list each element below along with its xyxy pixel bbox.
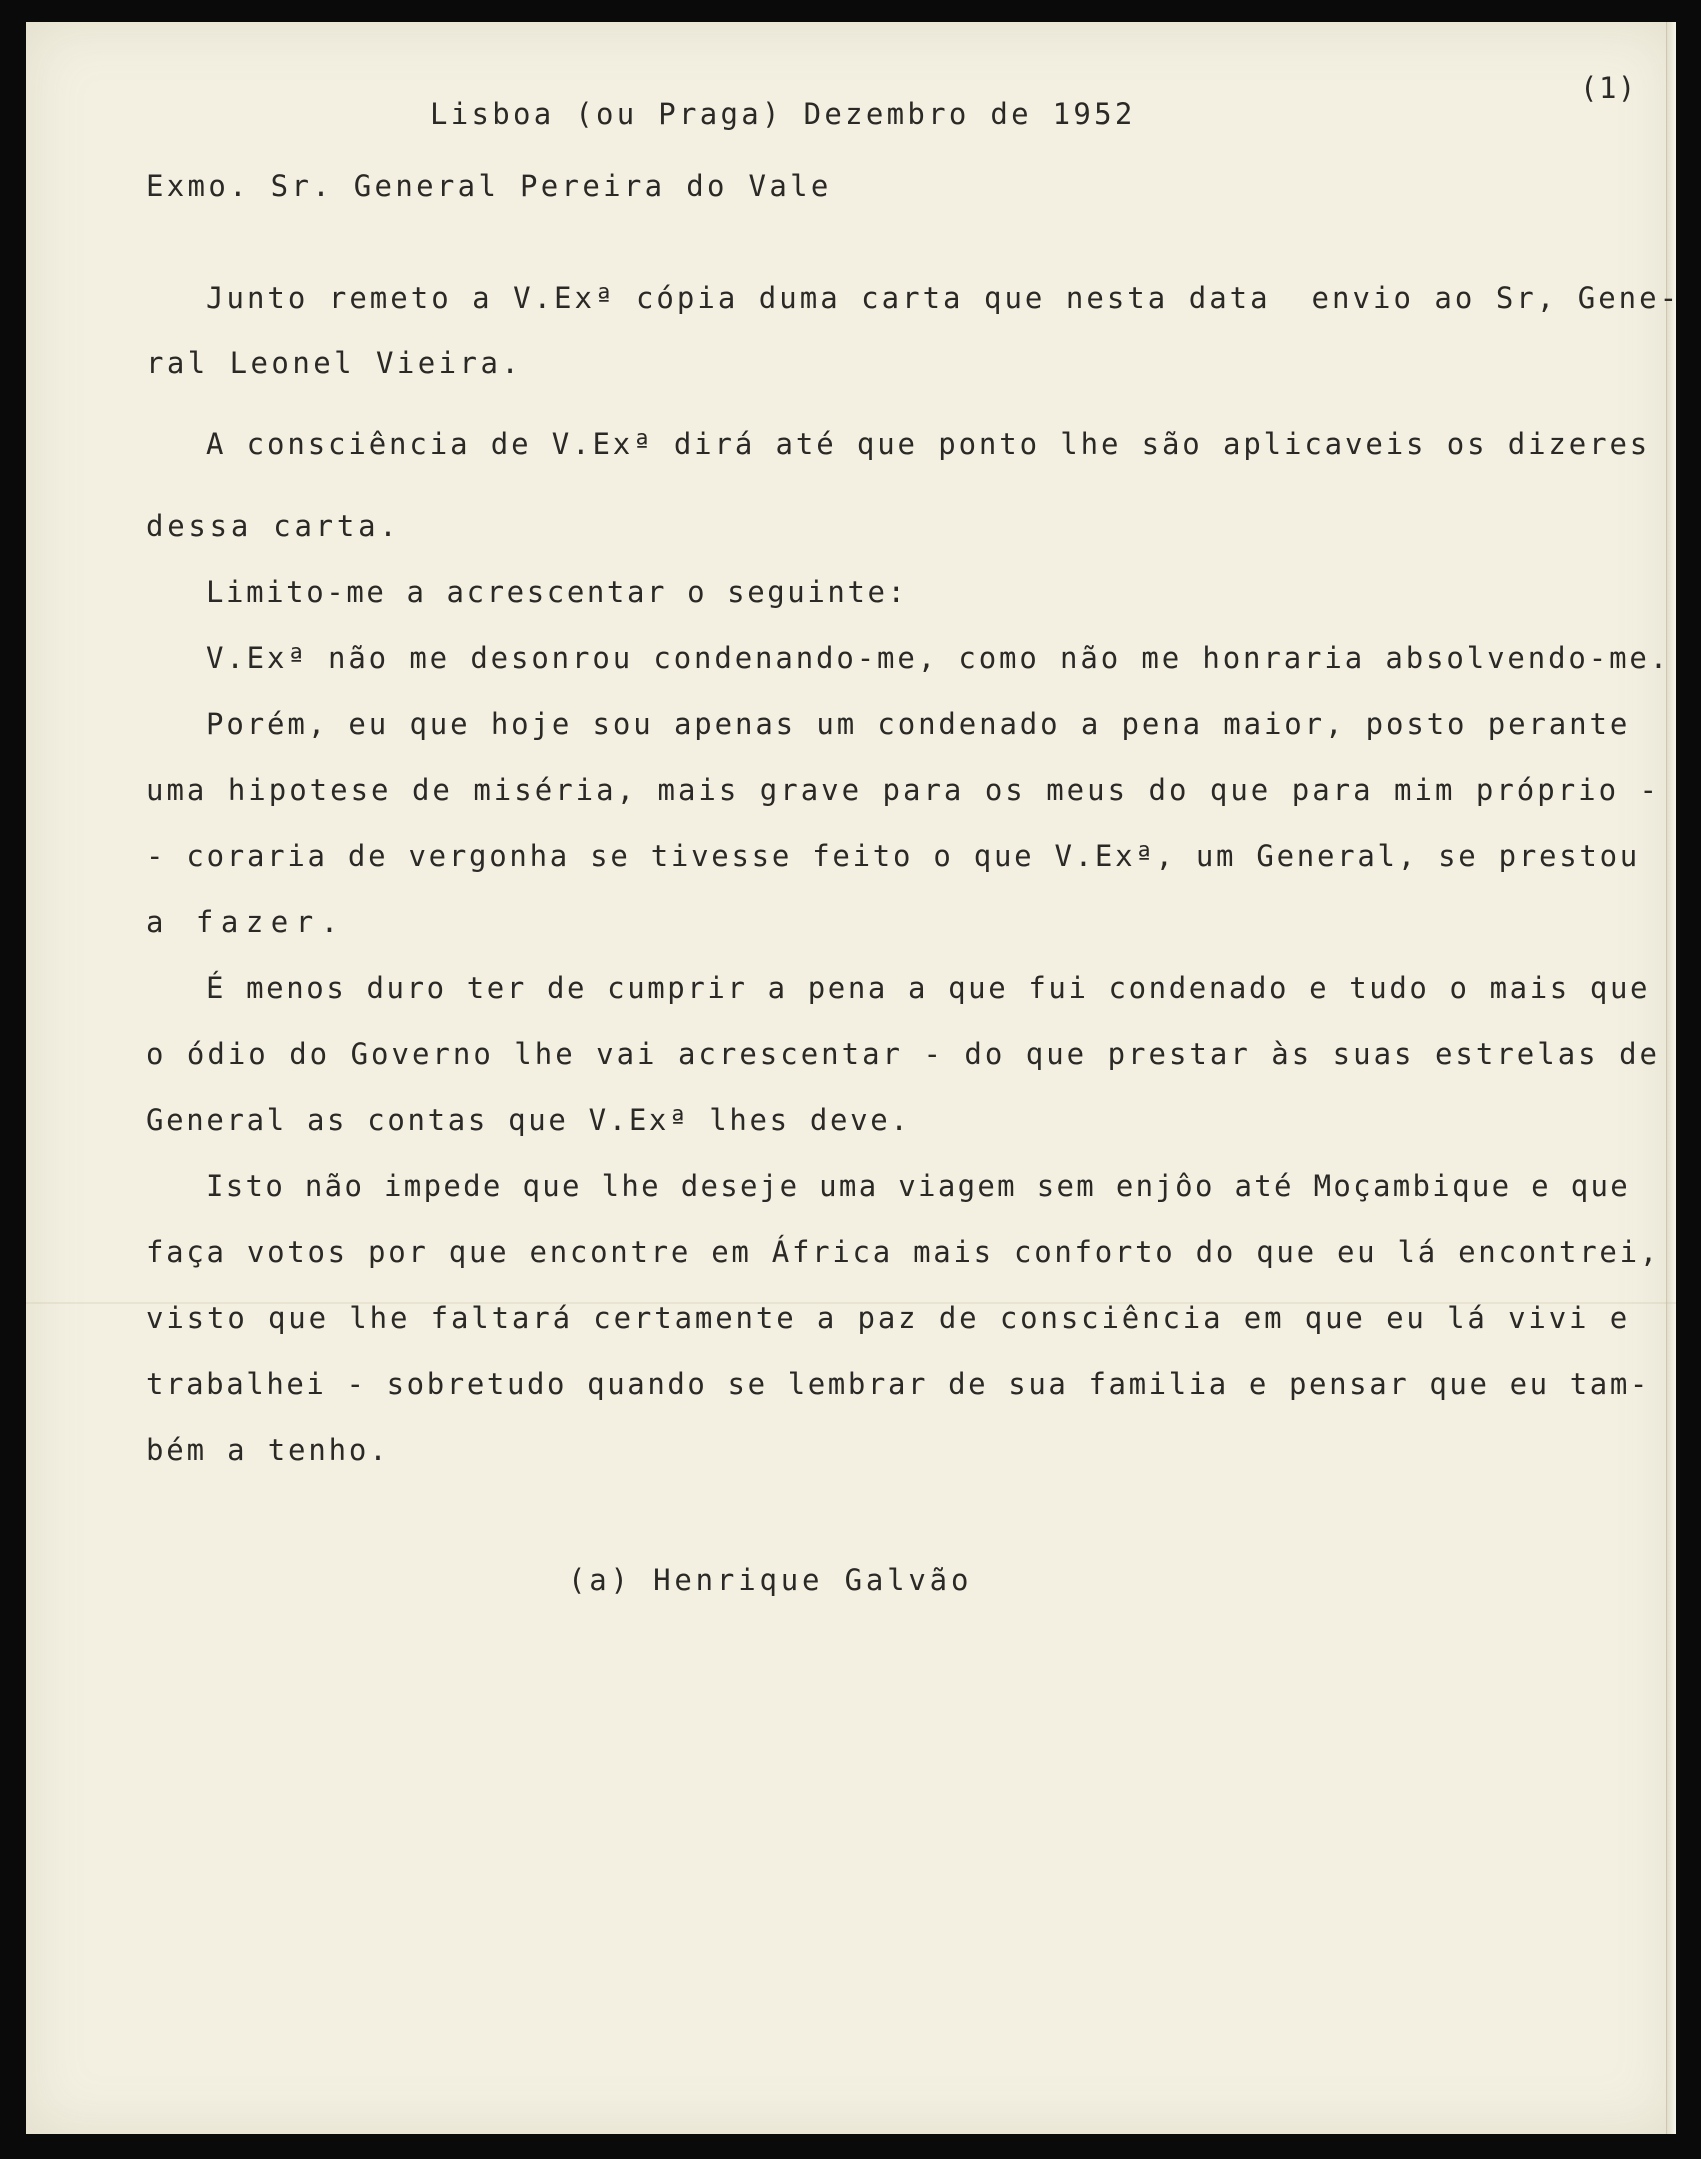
body-line: a fazer. xyxy=(146,905,346,939)
page-number: (1) xyxy=(1580,71,1637,105)
body-line: Porém, eu que hoje sou apenas um condenado a pena maior, posto perante xyxy=(206,707,1631,741)
addressee-line: Exmo. Sr. General Pereira do Vale xyxy=(146,169,832,203)
body-line: V.Exª não me desonrou condenando-me, como não me honraria absolvendo-me. xyxy=(206,641,1671,675)
body-line: Limito-me a acrescentar o seguinte: xyxy=(206,575,908,609)
paper-right-edge xyxy=(1666,22,1676,2134)
paper-sheet xyxy=(26,22,1681,2134)
body-line: Isto não impede que lhe deseje uma viagem sem enjôo até Moçambique e que xyxy=(206,1169,1631,1203)
body-line: - coraria de vergonha se tivesse feito o que V.Exª, um General, se prestou xyxy=(146,839,1641,873)
place-date-line: Lisboa (ou Praga) Dezembro de 1952 xyxy=(430,97,1136,131)
signature-line: (a) Henrique Galvão xyxy=(568,1563,973,1597)
body-line: A consciência de V.Exª dirá até que ponto lhe são aplicaveis os dizeres xyxy=(206,427,1651,461)
body-line: General as contas que V.Exª lhes deve. xyxy=(146,1103,911,1137)
body-line: É menos duro ter de cumprir a pena a que fui condenado e tudo o mais que xyxy=(206,971,1651,1005)
body-line: ral Leonel Vieira. xyxy=(146,346,523,380)
body-line: trabalhei - sobretudo quando se lembrar de sua familia e pensar que eu tam- xyxy=(146,1367,1650,1401)
body-line: o ódio do Governo lhe vai acrescentar - do que prestar às suas estrelas de xyxy=(146,1037,1661,1071)
body-line: uma hipotese de miséria, mais grave para os meus do que para mim próprio - xyxy=(146,773,1661,807)
body-line: dessa carta. xyxy=(146,509,401,543)
body-line: visto que lhe faltará certamente a paz de consciência em que eu lá vivi e xyxy=(146,1301,1631,1335)
body-line: faça votos por que encontre em África mais conforto do que eu lá encontrei, xyxy=(146,1235,1660,1269)
body-line: Junto remeto a V.Exª cópia duma carta que nesta data envio ao Sr, Gene- xyxy=(206,281,1681,315)
body-line: bém a tenho. xyxy=(146,1433,390,1467)
